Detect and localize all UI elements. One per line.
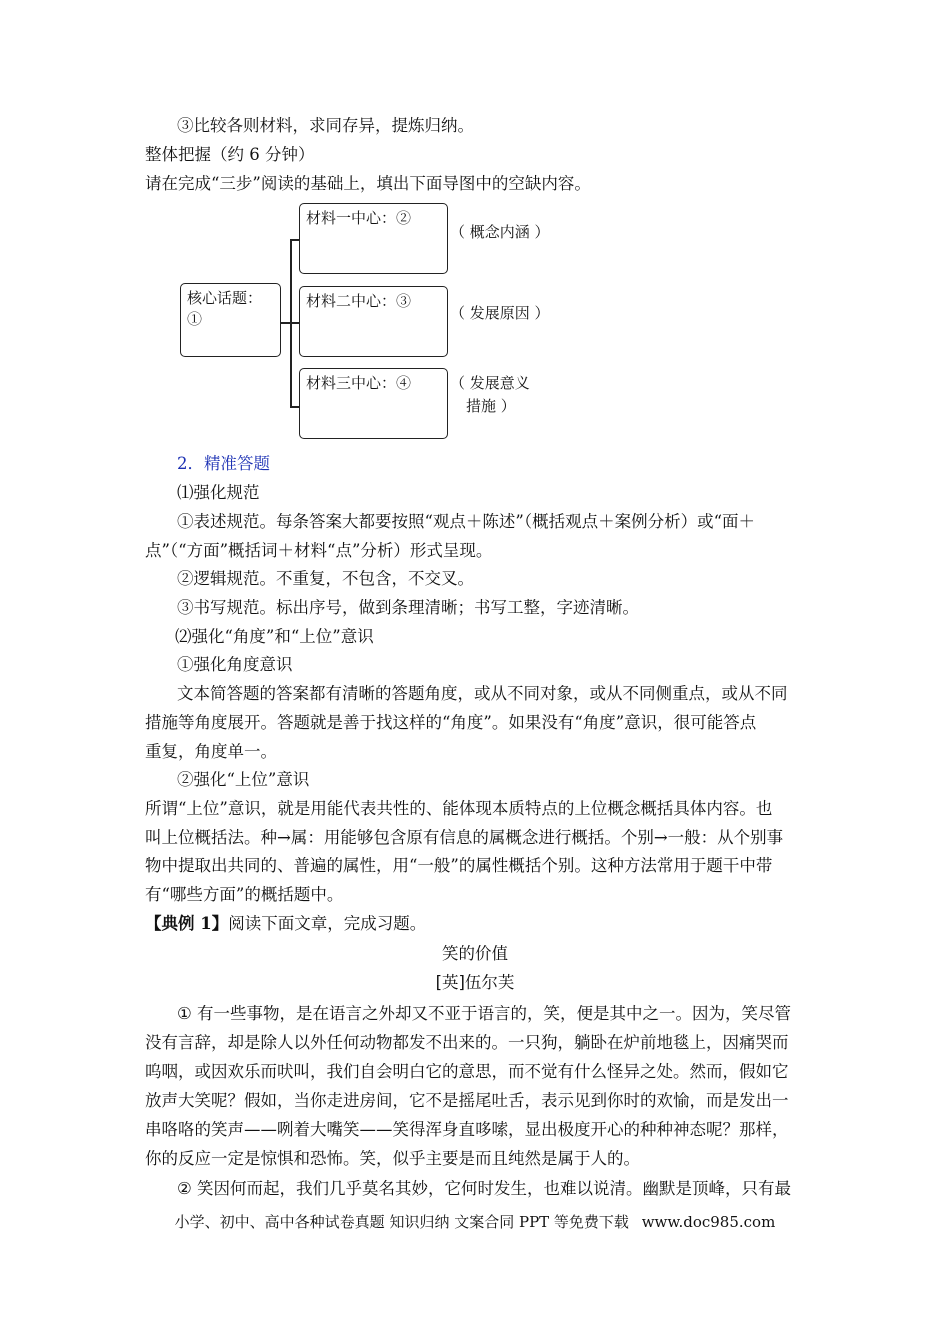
paragraph-line: ②逻辑规范。不重复，不包含，不交叉。 bbox=[177, 569, 474, 588]
instruction-text: 请在完成“三步”阅读的基础上，填出下面导图中的空缺内容。 bbox=[145, 174, 591, 193]
article-author: [英]伍尔芙 bbox=[435, 973, 515, 992]
note-measures: 措施 ） bbox=[466, 397, 516, 415]
step-three-text: ③比较各则材料，求同存异，提炼归纳。 bbox=[177, 116, 474, 135]
page-footer bbox=[0, 1211, 950, 1232]
paragraph-line: 文本简答题的答案都有清晰的答题角度，或从不同对象，或从不同侧重点，或从不同 bbox=[177, 684, 788, 703]
material-two-label: 材料二中心：③ bbox=[306, 292, 412, 310]
subsection-heading: ⑵强化“角度”和“上位”意识 bbox=[175, 627, 374, 646]
paragraph-line: 有“哪些方面”的概括题中。 bbox=[145, 885, 344, 904]
article-title: 笑的价值 bbox=[442, 944, 508, 963]
paragraph-line: 点”（“方面”概括词＋材料“点”分析）形式呈现。 bbox=[145, 541, 493, 560]
subsection-heading: ⑴强化规范 bbox=[177, 483, 260, 502]
example-line bbox=[145, 910, 426, 938]
point-heading: ①强化角度意识 bbox=[177, 655, 293, 674]
paragraph-line: ①表述规范。每条答案大都要按照“观点＋陈述”（概括观点＋案例分析）或“面＋ bbox=[177, 512, 756, 531]
article-line: 呜咽，或因欢乐而吠叫，我们自会明白它的意思，而不觉有什么怪异之处。然而，假如它 bbox=[145, 1062, 789, 1081]
article-line: 没有言辞，却是除人以外任何动物都发不出来的。一只狗，躺卧在炉前地毯上，因痛哭而 bbox=[145, 1033, 789, 1052]
footer-text: 小学、初中、高中各种试卷真题 知识归纳 文案合同 PPT 等免费下载 bbox=[174, 1213, 629, 1231]
section-title: 2．精准答题 bbox=[177, 454, 270, 473]
footer-url[interactable]: www.doc985.com bbox=[641, 1213, 776, 1231]
article-line: ② 笑因何而起，我们几乎莫名其妙，它何时发生，也难以说清。幽默是顶峰，只有最 bbox=[177, 1179, 792, 1198]
material-three-box bbox=[299, 368, 448, 439]
paragraph-line: 物中提取出共同的、普遍的属性，用“一般”的属性概括个别。这种方法常用于题干中带 bbox=[145, 856, 773, 875]
core-topic-box bbox=[180, 283, 281, 357]
note-significance: （ 发展意义 bbox=[450, 374, 530, 392]
note-causes: （ 发展原因 ） bbox=[450, 304, 550, 322]
core-topic-label: 核心话题：① bbox=[187, 289, 263, 328]
example-label: 【典例 1】 bbox=[145, 914, 229, 933]
paragraph-line: 叫上位概括法。种→属：用能够包含原有信息的属概念进行概括。个别→一般：从个别事 bbox=[145, 828, 784, 847]
article-line: ① 有一些事物，是在语言之外却又不亚于语言的，笑，便是其中之一。因为，笑尽管 bbox=[177, 1004, 792, 1023]
article-line: 你的反应一定是惊惧和恐怖。笑，似乎主要是而且纯然是属于人的。 bbox=[145, 1149, 640, 1168]
overall-heading: 整体把握（约 6 分钟） bbox=[145, 145, 315, 164]
note-concept: （ 概念内涵 ） bbox=[450, 223, 550, 241]
material-three-label: 材料三中心：④ bbox=[306, 374, 412, 392]
paragraph-line: ③书写规范。标出序号，做到条理清晰；书写工整，字迹清晰。 bbox=[177, 598, 639, 617]
example-text: 阅读下面文章，完成习题。 bbox=[228, 914, 427, 933]
material-one-box bbox=[299, 203, 448, 274]
article-line: 串咯咯的笑声——咧着大嘴笑——笑得浑身直哆嗦，显出极度开心的种种神态呢？那样， bbox=[145, 1120, 789, 1139]
paragraph-line: 所谓“上位”意识，就是用能代表共性的、能体现本质特点的上位概念概括具体内容。也 bbox=[145, 799, 773, 818]
point-heading: ②强化“上位”意识 bbox=[177, 770, 310, 789]
material-one-label: 材料一中心：② bbox=[306, 209, 412, 227]
paragraph-line: 重复，角度单一。 bbox=[145, 742, 277, 761]
article-line: 放声大笑呢？假如，当你走进房间，它不是摇尾吐舌，表示见到你时的欢愉，而是发出一 bbox=[145, 1091, 789, 1110]
material-two-box bbox=[299, 286, 448, 357]
paragraph-line: 措施等角度展开。答题就是善于找这样的“角度”。如果没有“角度”意识，很可能答点 bbox=[145, 713, 757, 732]
